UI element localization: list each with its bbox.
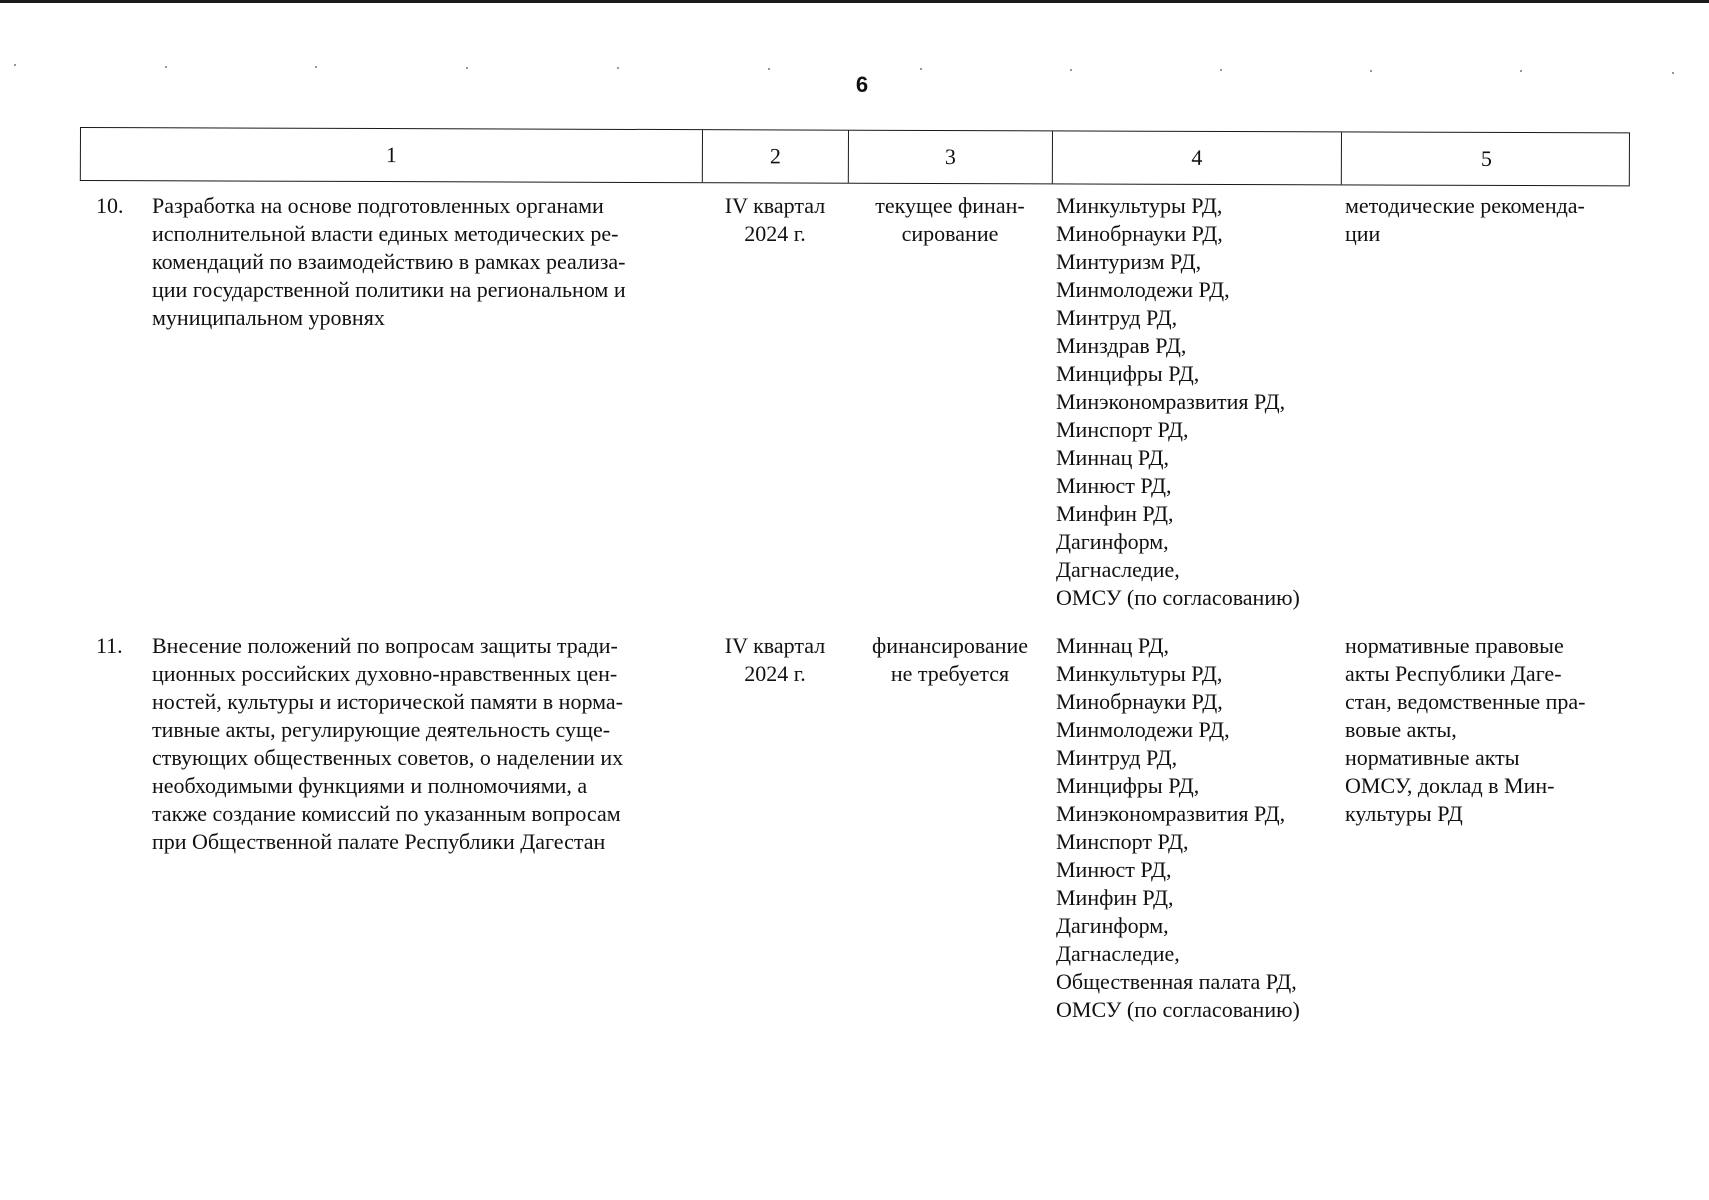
scan-speck [1220, 69, 1222, 71]
scan-speck [920, 68, 922, 70]
table-header-row [80, 127, 1630, 186]
responsible-executors: Миннац РД, Минкультуры РД, Минобрнауки РД, Минмолодежи РД, Минтруд РД, Минцифры РД, Минэкономразвития РД, Минспорт РД, Минюст РД, Минфин РД, Дагинформ, Дагнаследие, Общественная палата РД, ОМСУ (по согласованию) [1056, 633, 1300, 1022]
scan-speck [768, 68, 770, 70]
implementation-term: IV квартал 2024 г. [724, 193, 826, 246]
measure-name: Внесение положений по вопросам защиты тради- ционных российских духовно-нравственных цен- ностей, культуры и исторической памяти в норма- тивные акты, регулирующие деятельность суще- ствующих общественных советов, о наделении их необходимыми функциями и полномочиями, а также создание комиссий по указанным вопросам при Общественной палате Республики Дагестан [152, 633, 624, 854]
scan-speck [1370, 70, 1372, 72]
financing-source: финансирование не требуется [871, 633, 1029, 686]
column-number-2: 2 [703, 130, 849, 183]
column-number-5: 5 [1480, 145, 1492, 171]
expected-result: методические рекоменда- ции [1345, 193, 1585, 246]
row-number: 11. [96, 633, 123, 658]
scan-speck [14, 64, 16, 66]
scan-speck [617, 67, 619, 69]
top-scan-border [0, 0, 1709, 3]
column-number-1: 1 [81, 128, 703, 182]
responsible-executors: Минкультуры РД, Минобрнауки РД, Минтуризм РД, Минмолодежи РД, Минтруд РД, Минздрав РД, Минцифры РД, Минэкономразвития РД, Минспорт РД, Миннац РД, Минюст РД, Минфин РД, Дагинформ, Дагнаследие, ОМСУ (по согласованию) [1056, 193, 1300, 610]
column-number-4: 4 [1053, 131, 1342, 184]
implementation-term: IV квартал 2024 г. [724, 633, 826, 686]
column-number-3: 3 [849, 131, 1053, 184]
scan-speck [315, 66, 317, 68]
scan-speck [1070, 69, 1072, 71]
page-number: 6 [855, 72, 869, 97]
scan-speck [466, 67, 468, 69]
scan-speck [1520, 70, 1522, 72]
row-number: 10. [96, 193, 124, 218]
financing-source: текущее финан- сирование [875, 193, 1025, 246]
scan-speck [165, 66, 167, 68]
scan-speck [1672, 72, 1674, 74]
measure-name: Разработка на основе подготовленных органами исполнительной власти единых методических ре- комендаций по взаимодействию в рамках реализа- ции государственной политики на региональном и муниципальном уровнях [152, 193, 626, 330]
expected-result: нормативные правовые акты Республики Даге- стан, ведомственные пра- вовые акты, нормативные акты ОМСУ, доклад в Мин- культуры РД [1345, 633, 1586, 826]
